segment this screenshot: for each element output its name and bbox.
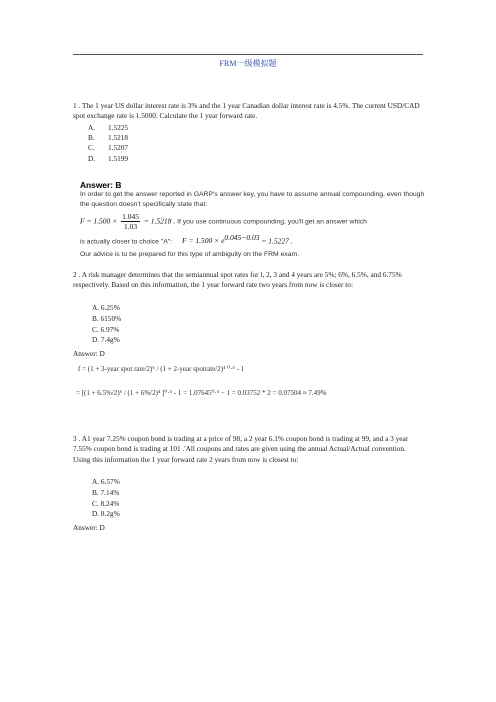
option-a: A. 1.5225 bbox=[88, 123, 129, 132]
question-2-formula-line-2: = [(1 + 6.5%/2)⁶ / (1 + 6%/2)⁴ ]⁰·⁵ - 1 = 1.07645⁰·⁵ − 1 = 0.03752 * 2 = 0.07504 ≈ 7.49% bbox=[76, 389, 327, 397]
option-a: A. 6.25% bbox=[92, 303, 120, 312]
question-2-formula-line-1: f = (1 + 3-year spot rate/2)⁶ / (1 + 2-year spotrate/2)⁴ ⁰·⁵ - 1 bbox=[78, 365, 245, 373]
option-c: C. 8.24% bbox=[92, 498, 120, 508]
option-c: C. 6.97% bbox=[92, 324, 120, 334]
formula-row-1 bbox=[80, 212, 430, 231]
explanation-text-3: is actually closer to choice "A": bbox=[80, 238, 173, 246]
option-b: B. 6150% bbox=[92, 313, 122, 323]
question-1-explanation bbox=[80, 180, 430, 260]
option-d: D. 8.2g% bbox=[92, 509, 120, 519]
question-1-text: 1 . The 1 year US dollar interest rate is 3% and the 1 year Canadian dollar interest rate is 4.5%. The current USD/CAD spot exchange rate is 1.5000. Calculate the 1 year forward rate. bbox=[73, 101, 420, 121]
question-2-answer: Answer: D bbox=[73, 349, 105, 358]
formula-rhs: = 1.5218 . bbox=[143, 216, 176, 226]
formula2-exponent: 0.045−0.03 bbox=[224, 233, 260, 242]
header-rule bbox=[73, 54, 423, 55]
answer-heading: Answer: B bbox=[80, 180, 122, 190]
question-3-answer: Answer: D bbox=[73, 523, 105, 532]
formula-lhs: F = 1.500 × bbox=[80, 216, 118, 226]
option-d: D. 1.5199 bbox=[88, 153, 129, 163]
formula2-lhs: F = 1.500 × e bbox=[181, 236, 225, 246]
option-b: B. 1.5218 bbox=[88, 133, 129, 143]
explanation-text-4: Our advice is to be prepared for this type of ambiguity on the FRM exam. bbox=[80, 251, 300, 259]
option-d: D. 7.4g% bbox=[92, 335, 120, 345]
formula2-rhs: = 1.5227 . bbox=[261, 236, 293, 246]
question-1-options bbox=[88, 123, 128, 164]
formula-fraction: $\frac{1.045}{1.03}$ bbox=[122, 212, 139, 231]
formula-row-2 bbox=[80, 233, 430, 247]
question-2-text: 2 . A risk manager determines that the semiannual spot rates for l, 2, 3 and 4 years are 5%; 6%, 6.5%, and 6.75% respectively. Based on this information, the 1 year forward rate two years from now is closer to: bbox=[73, 270, 402, 290]
option-c: C. 1.5207 bbox=[88, 143, 129, 153]
option-b: B. 7.14% bbox=[92, 487, 120, 497]
explanation-text-2: If you use continuous compounding, you'll get an answer which bbox=[177, 218, 367, 226]
explanation-text-1: In order to get the answer reported in GARP's answer key, you have to assume annual compounding, even though the question doesn't specifically state that: bbox=[80, 191, 425, 208]
question-3-options bbox=[92, 477, 120, 520]
question-2-options bbox=[92, 303, 121, 346]
question-3-text: 3 . A1 year 7.25% coupon bond is trading at a price of 98, a 2 year 6.1% coupon bond is trading at 99, and a 3 year 7.55% coupon bond is trading at 101 .'All coupons and rates are given using the annual Actual/Actual convention. Using this information the 1 year forward rate 2 years from now is closest to: bbox=[73, 434, 409, 464]
page-header-title: FRM一级模拟题 bbox=[219, 59, 277, 68]
option-a: A. 6.57% bbox=[92, 477, 120, 486]
